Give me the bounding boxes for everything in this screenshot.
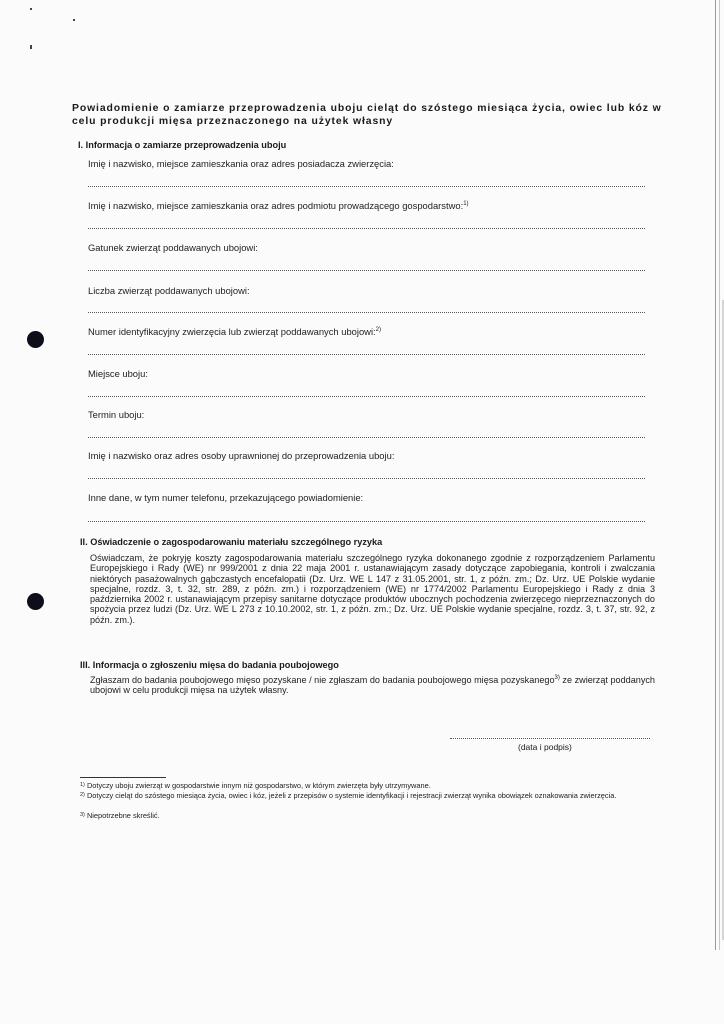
field-other-data-line[interactable]	[88, 521, 645, 522]
section-2-statement: Oświadczam, że pokryję koszty zagospodarowania materiału szczególnego ryzyka dokonanego zgodnie z rozporządzeniem Parlamentu Europejskiego i Rady (WE) nr 999/2001 z dnia 22 maja 2001 r. ustanawiającym zasady dotyczące zapobiegania, kontroli i zwalczania niektórych pasażowalnych gąbczastych encefalopatii (Dz. Urz. WE L 147 z 31.05.2001, str. 1, z późn. zm.; Dz. Urz. UE Polskie wydanie specjalne, rozdz. 3, t. 32, str. 289, z późn. zm.) i rozporządzeniem (WE) nr 1774/2002 Parlamentu Europejskiego i Rady z dnia 3 października 2002 r. ustanawiającym przepisy sanitarne dotyczące produktów ubocznych pochodzenia zwierzęcego nieprzeznaczonych do spożycia przez ludzi (Dz. Urz. WE L 273 z 10.10.2002, str. 1, z późn. zm.; Dz. Urz. UE Polskie wydanie specjalne, rozdz. 3, t. 37, str. 92, z późn. zm.).	[90, 553, 655, 625]
field-label-count: Liczba zwierząt poddawanych ubojowi:	[88, 285, 250, 296]
field-slaughterer-line[interactable]	[88, 478, 645, 479]
section-3-heading: III. Informacja o zgłoszeniu mięsa do badania poubojowego	[80, 660, 339, 670]
field-owner-line[interactable]	[88, 186, 645, 187]
field-label-place: Miejsce uboju:	[88, 368, 148, 379]
footnote-ref: 2)	[375, 326, 381, 333]
footnote-2: $^{2)}$ Dotyczy cieląt do szóstego miesiąca życia, owiec i kóz, jeżeli z przepisów o systemie identyfikacji i rejestracji zwierząt wynika obowiązek oznakowania zwierzęcia.	[80, 791, 617, 800]
field-label-slaughterer: Imię i nazwisko oraz adres osoby uprawnionej do przeprowadzenia uboju:	[88, 450, 395, 461]
footnote-3: $^{3)}$ Niepotrzebne skreślić.	[80, 811, 160, 820]
field-label-species: Gatunek zwierząt poddawanych ubojowi:	[88, 242, 258, 253]
field-species-line[interactable]	[88, 270, 645, 271]
footnote-1: $^{1)}$ Dotyczy uboju zwierząt w gospodarstwie innym niż gospodarstwo, w którym zwierzęta były utrzymywane.	[80, 781, 431, 790]
scan-speck	[30, 8, 32, 10]
footnote-divider	[80, 777, 166, 778]
field-label-id-number: Numer identyfikacyjny zwierzęcia lub zwierząt poddawanych ubojowi:$^{2)}$	[88, 326, 381, 337]
field-place-line[interactable]	[88, 396, 645, 397]
signature-line[interactable]	[450, 738, 650, 739]
signature-caption: (data i podpis)	[518, 742, 572, 752]
field-id-number-line[interactable]	[88, 354, 645, 355]
punch-hole	[27, 593, 44, 610]
document-title: Powiadomienie o zamiarze przeprowadzenia uboju cieląt do szóstego miesiąca życia, owiec lub kóz w celu produkcji mięsa przeznaczonego na użytek własny	[72, 103, 662, 127]
field-label-owner: Imię i nazwisko, miejsce zamieszkania oraz adres posiadacza zwierzęcia:	[88, 158, 394, 169]
scan-speck	[30, 45, 32, 49]
section-1-heading: I. Informacja o zamiarze przeprowadzenia uboju	[78, 140, 287, 150]
punch-hole	[27, 331, 44, 348]
field-label-date: Termin uboju:	[88, 409, 145, 420]
scan-speck	[73, 19, 75, 21]
field-label-farm-operator: Imię i nazwisko, miejsce zamieszkania oraz adres podmiotu prowadzącego gospodarstwo:$^{1)}$	[88, 200, 469, 211]
section-3-statement: Zgłaszam do badania poubojowego mięso pozyskane / nie zgłaszam do badania poubojowego mięsa pozyskanego$^{3)}$ ze zwierząt poddanych ubojowi w celu produkcji mięsa na użytek własny.	[90, 674, 655, 696]
footnote-ref: 3)	[554, 674, 560, 681]
field-count-line[interactable]	[88, 312, 645, 313]
section-2-heading: II. Oświadczenie o zagospodarowaniu materiału szczególnego ryzyka	[80, 537, 383, 547]
footnote-ref: 1)	[463, 200, 469, 207]
field-farm-operator-line[interactable]	[88, 228, 645, 229]
field-label-other-data: Inne dane, w tym numer telefonu, przekazującego powiadomienie:	[88, 492, 364, 503]
scan-edge	[715, 0, 720, 950]
field-date-line[interactable]	[88, 437, 645, 438]
